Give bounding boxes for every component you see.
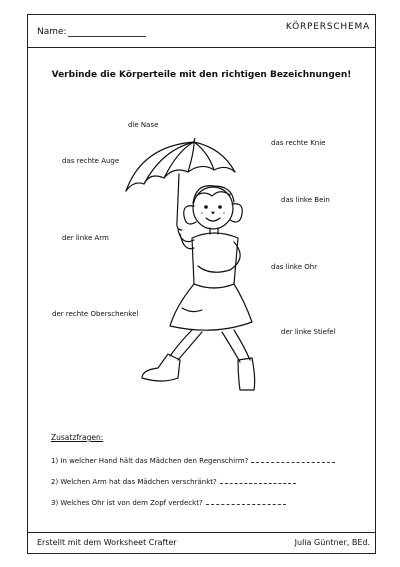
- question-1: [51, 456, 335, 465]
- label-left-boot: der linke Stiefel: [281, 328, 336, 336]
- name-field[interactable]: [68, 36, 146, 37]
- extra-questions-title: Zusatzfragen:: [51, 433, 104, 442]
- label-right-knee: das rechte Knie: [271, 139, 326, 147]
- question-3: [51, 498, 286, 507]
- label-left-ear: das linke Ohr: [271, 263, 318, 271]
- label-left-arm: der linke Arm: [62, 234, 109, 242]
- question-3-text: 3) Welches Ohr ist von dem Zopf verdeckt?: [51, 499, 203, 507]
- footer-author: Julia Güntner, BEd.: [294, 538, 370, 547]
- label-left-leg: das linke Bein: [281, 196, 330, 204]
- question-2: [51, 477, 296, 486]
- header-divider: [27, 47, 376, 48]
- instruction-text: Verbinde die Körperteile mit den richtigen Bezeichnungen!: [51, 70, 352, 80]
- question-2-text: 2) Welchen Arm hat das Mädchen verschränkt?: [51, 478, 217, 486]
- girl-with-umbrella-illustration: [122, 138, 262, 410]
- name-label: Name:: [37, 27, 67, 37]
- sheet-title: KÖRPERSCHEMA: [285, 22, 370, 32]
- answer-1-field[interactable]: [251, 456, 335, 463]
- question-1-text: 1) In welcher Hand hält das Mädchen den Regenschirm?: [51, 457, 249, 465]
- answer-2-field[interactable]: [220, 477, 296, 484]
- label-nose: die Nase: [128, 121, 159, 129]
- label-right-thigh: der rechte Oberschenkel: [52, 310, 139, 318]
- label-right-eye: das rechte Auge: [62, 157, 120, 165]
- footer-credit: Erstellt mit dem Worksheet Crafter: [37, 538, 177, 547]
- answer-3-field[interactable]: [206, 498, 286, 505]
- footer-divider: [27, 532, 376, 533]
